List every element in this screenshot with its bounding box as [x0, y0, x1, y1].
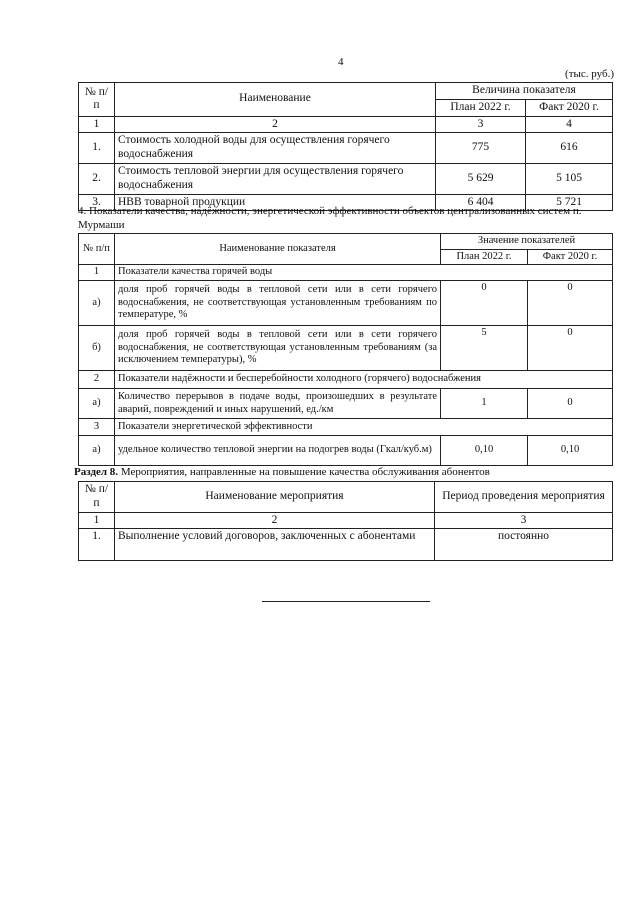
row-num: 1.: [79, 529, 115, 561]
section-4-title: 4. Показатели качества, надёжности, энергетической эффективности объектов централизованных систем п. Мурмаши: [78, 205, 582, 231]
row-fact: 5 721: [526, 194, 613, 211]
col-value-header: Величина показателя: [436, 83, 613, 100]
col-fact-header: Факт 2020 г.: [528, 249, 613, 265]
row-name: НВВ товарной продукции: [115, 194, 436, 211]
table-row: [79, 436, 613, 466]
group-num: 1: [79, 265, 115, 281]
col-num-header: № п/п: [79, 83, 115, 117]
row-fact: 0: [528, 389, 613, 419]
table-row: [79, 281, 613, 326]
index-cell: 1: [79, 116, 115, 133]
row-fact: 0: [528, 326, 613, 371]
row-plan: 775: [436, 133, 526, 164]
section-8-text: Мероприятия, направленные на повышение качества обслуживания абонентов: [118, 466, 490, 478]
row-plan: 0,10: [441, 436, 528, 466]
row-name: удельное количество тепловой энергии на подогрев воды (Гкал/куб.м): [115, 436, 441, 466]
table-row: [79, 529, 613, 561]
row-num: а): [79, 389, 115, 419]
table-row: [79, 163, 613, 194]
col-plan-header: План 2022 г.: [441, 249, 528, 265]
table-row: [79, 389, 613, 419]
index-cell: 2: [115, 116, 436, 133]
quality-indicators-table: [78, 233, 613, 466]
row-name: Стоимость тепловой энергии для осуществления горячего водоснабжения: [115, 163, 436, 194]
row-plan: 1: [441, 389, 528, 419]
section-8-label: Раздел 8.: [74, 466, 119, 478]
row-num: а): [79, 281, 115, 326]
row-num: 3.: [79, 194, 115, 211]
col-name-header: Наименование: [115, 83, 436, 117]
row-num: 1.: [79, 133, 115, 164]
table-row: [79, 326, 613, 371]
row-name: доля проб горячей воды в тепловой сети или в сети горячего водоснабжения, не соответствующая установленным требованиям по температуре, %: [115, 281, 441, 326]
group-label: Показатели надёжности и бесперебойности холодного (горячего) водоснабжения: [115, 371, 613, 389]
page-number: 4: [338, 56, 344, 68]
group-label: Показатели качества горячей воды: [115, 265, 613, 281]
index-cell: 4: [526, 116, 613, 133]
group-row: [79, 419, 613, 436]
group-label: Показатели энергетической эффективности: [115, 419, 613, 436]
col-num-header: № п/п: [79, 482, 115, 513]
col-plan-header: План 2022 г.: [436, 99, 526, 116]
row-num: б): [79, 326, 115, 371]
index-cell: 2: [115, 512, 435, 529]
row-fact: 0: [528, 281, 613, 326]
closing-rule: [262, 601, 430, 602]
group-row: [79, 371, 613, 389]
row-plan: 5: [441, 326, 528, 371]
row-name: Выполнение условий договоров, заключенных с абонентами: [115, 529, 435, 561]
row-period: постоянно: [435, 529, 613, 561]
row-name: Количество перерывов в подаче воды, произошедших в результате аварий, повреждений и иных нарушений, ед./км: [115, 389, 441, 419]
unit-note: (тыс. руб.): [565, 68, 614, 80]
index-cell: 3: [436, 116, 526, 133]
row-plan: 0: [441, 281, 528, 326]
row-name: доля проб горячей воды в тепловой сети или в сети горячего водоснабжения, не соответствующая установленным требованиям (за исключением температуры), %: [115, 326, 441, 371]
index-cell: 3: [435, 512, 613, 529]
row-num: а): [79, 436, 115, 466]
row-num: 2.: [79, 163, 115, 194]
index-cell: 1: [79, 512, 115, 529]
cost-table: [78, 82, 613, 211]
group-num: 2: [79, 371, 115, 389]
section-8-title: [74, 466, 624, 478]
col-value-header: Значение показателей: [441, 234, 613, 250]
group-row: [79, 265, 613, 281]
col-fact-header: Факт 2020 г.: [526, 99, 613, 116]
row-fact: 0,10: [528, 436, 613, 466]
row-fact: 616: [526, 133, 613, 164]
col-period-header: Период проведения мероприятия: [435, 482, 613, 513]
col-name-header: Наименование показателя: [115, 234, 441, 265]
table-row: [79, 133, 613, 164]
col-name-header: Наименование мероприятия: [115, 482, 435, 513]
row-name: Стоимость холодной воды для осуществления горячего водоснабжения: [115, 133, 436, 164]
row-plan: 6 404: [436, 194, 526, 211]
measures-table: [78, 481, 613, 561]
row-fact: 5 105: [526, 163, 613, 194]
col-num-header: № п/п: [79, 234, 115, 265]
row-plan: 5 629: [436, 163, 526, 194]
group-num: 3: [79, 419, 115, 436]
